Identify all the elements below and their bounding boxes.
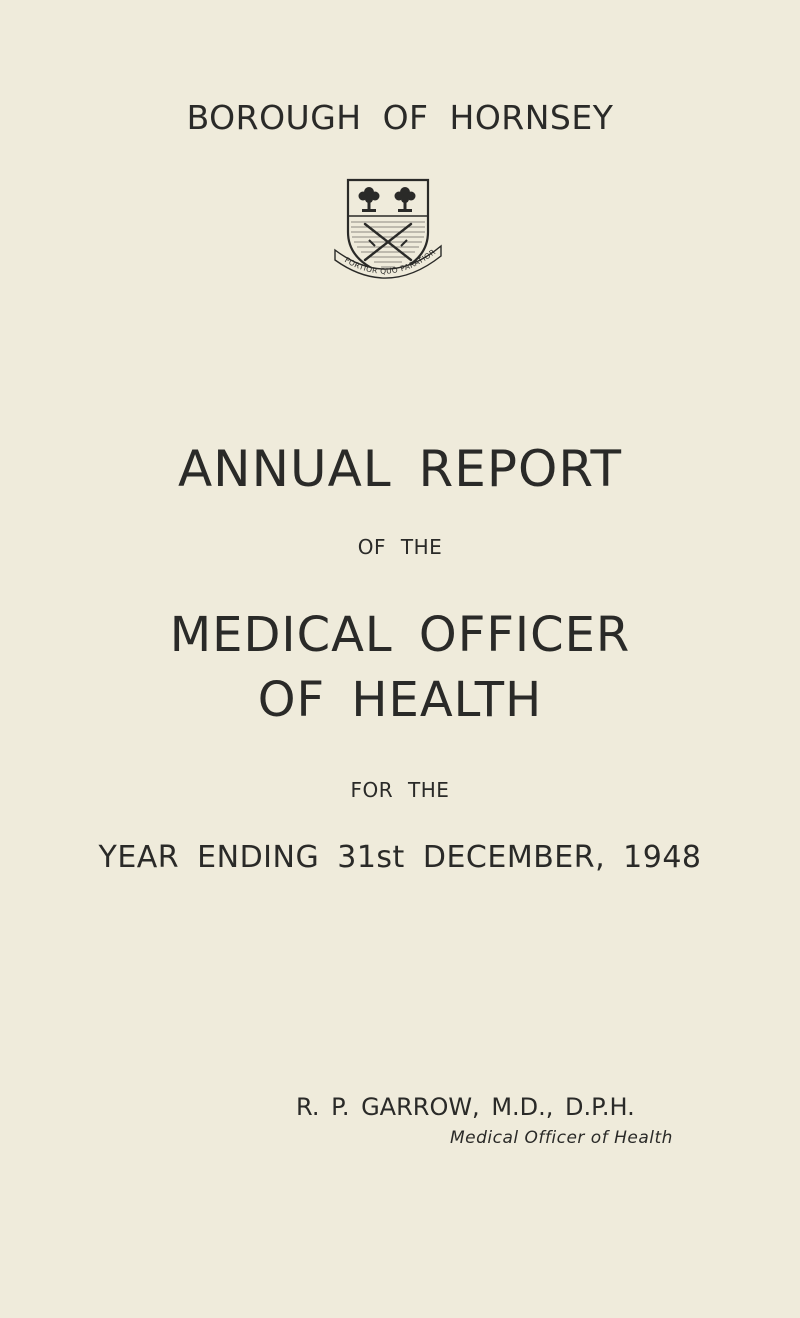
title-connector: OF THE	[357, 535, 443, 559]
health-heading: OF HEALTH	[257, 672, 543, 728]
report-title: ANNUAL REPORT	[177, 440, 623, 498]
officer-heading: MEDICAL OFFICER	[169, 607, 631, 663]
officer-role: Medical Officer of Health	[450, 1128, 673, 1148]
officer-name: R. P. GARROW, M.D., D.P.H.	[296, 1093, 635, 1121]
title-connector-for: FOR THE	[350, 778, 450, 802]
crest-motto: FORTIOR QUO PARATIOR	[343, 247, 438, 276]
borough-crest-icon	[333, 172, 443, 290]
borough-heading: BOROUGH OF HORNSEY	[186, 98, 614, 137]
report-period: YEAR ENDING 31st DECEMBER, 1948	[98, 840, 702, 875]
